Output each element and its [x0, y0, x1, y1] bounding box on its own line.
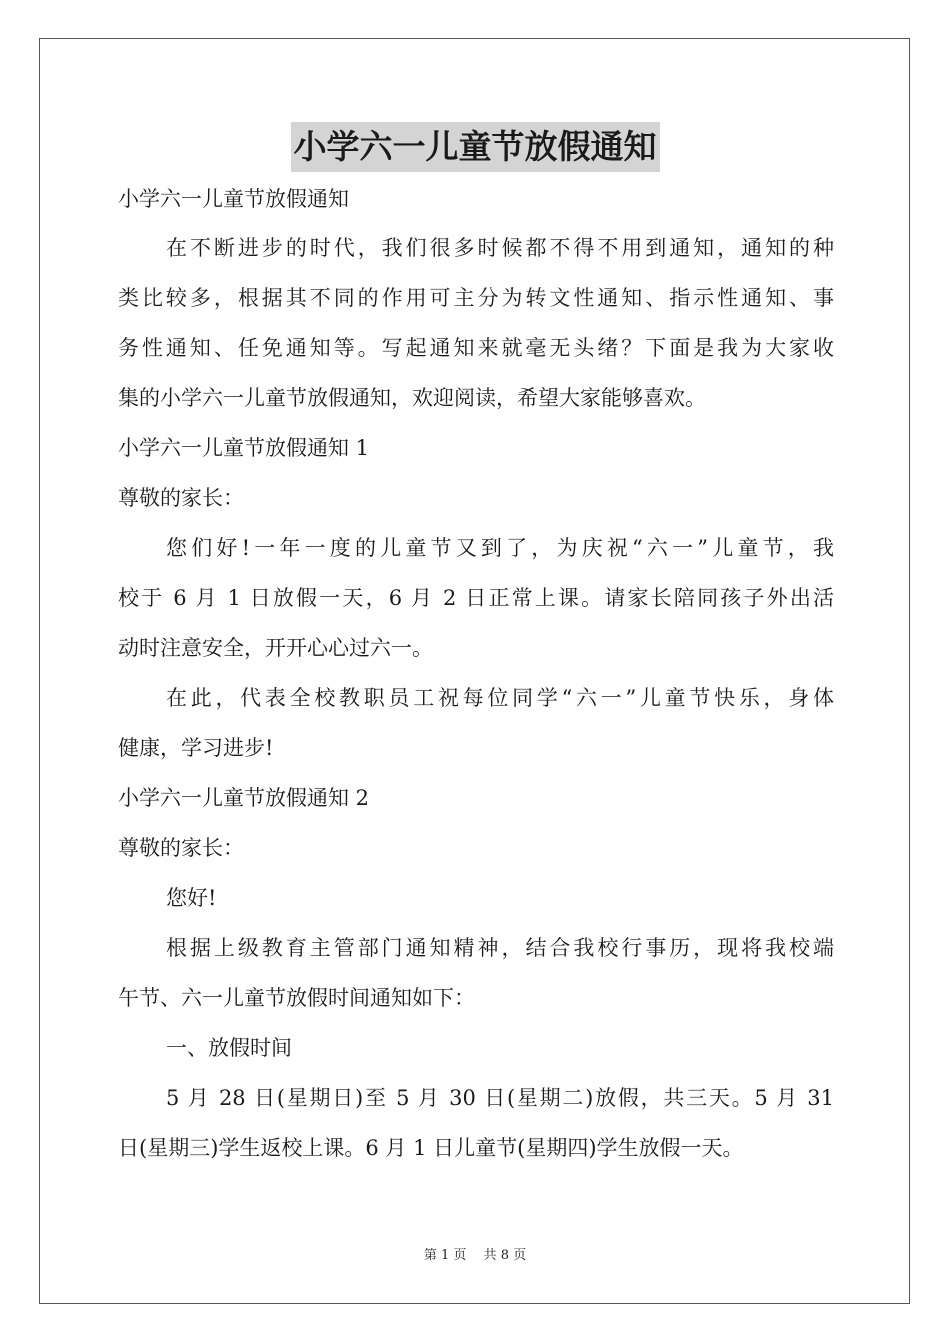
intro-paragraph-line-4: 集的小学六一儿童节放假通知，欢迎阅读，希望大家能够喜欢。 [118, 386, 706, 410]
section-heading-2: 小学六一儿童节放假通知 2 [118, 786, 370, 810]
section-heading-1: 小学六一儿童节放假通知 1 [118, 436, 370, 460]
page-border [39, 38, 910, 1304]
salutation-1: 尊敬的家长： [118, 486, 244, 510]
intro-paragraph-line-1: 在不断进步的时代，我们很多时候都不得不用到通知，通知的种 [166, 236, 834, 260]
notice1-paragraph-line-3: 动时注意安全，开开心心过六一。 [118, 636, 433, 660]
title-container [0, 122, 950, 172]
greeting-2: 您好! [166, 886, 217, 910]
subheading-holiday-time: 一、放假时间 [166, 1036, 292, 1060]
holiday-time-line-2: 日(星期三)学生返校上课。6 月 1 日儿童节(星期四)学生放假一天。 [118, 1136, 744, 1160]
notice1-paragraph-line-1: 您们好!一年一度的儿童节又到了，为庆祝“六一”儿童节，我 [166, 536, 834, 560]
page-number-footer: 第 1 页 共 8 页 [423, 1248, 527, 1263]
notice2-paragraph-line-1: 根据上级教育主管部门通知精神，结合我校行事历，现将我校端 [166, 936, 834, 960]
document-title: 小学六一儿童节放假通知 [291, 122, 660, 172]
notice2-paragraph-line-2: 午节、六一儿童节放假时间通知如下： [118, 986, 475, 1010]
doc-heading: 小学六一儿童节放假通知 [118, 187, 349, 211]
holiday-time-line-1: 5 月 28 日(星期日)至 5 月 30 日(星期二)放假，共三天。5 月 31 [166, 1086, 834, 1110]
notice1-wishes-line-2: 健康，学习进步! [118, 736, 274, 760]
intro-paragraph-line-2: 类比较多，根据其不同的作用可主分为转文性通知、指示性通知、事 [118, 286, 834, 310]
intro-paragraph-line-3: 务性通知、任免通知等。写起通知来就毫无头绪？下面是我为大家收 [118, 336, 834, 360]
notice1-paragraph-line-2: 校于 6 月 1 日放假一天，6 月 2 日正常上课。请家长陪同孩子外出活 [118, 586, 834, 610]
salutation-2: 尊敬的家长： [118, 836, 244, 860]
notice1-wishes-line-1: 在此，代表全校教职员工祝每位同学“六一”儿童节快乐，身体 [166, 686, 834, 710]
